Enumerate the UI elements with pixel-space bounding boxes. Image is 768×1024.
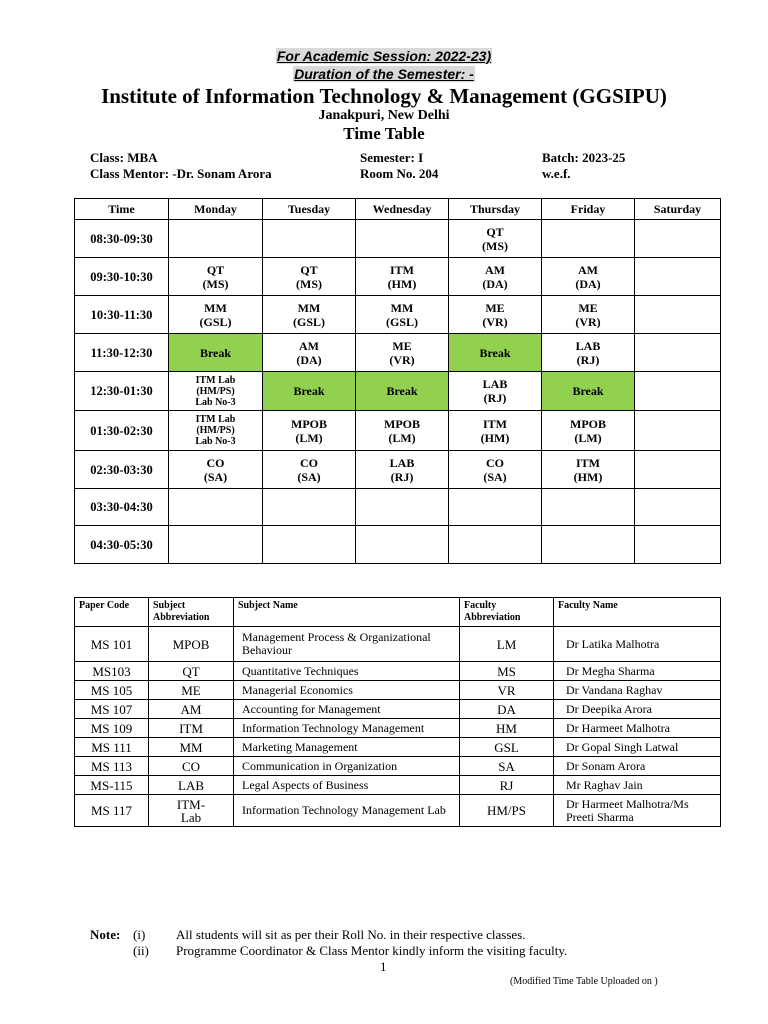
- class-cell-line: Lab No-3: [195, 436, 236, 447]
- empty-cell: [169, 220, 263, 258]
- subject-abbreviation: CO: [149, 757, 234, 776]
- subject-table: [74, 597, 721, 827]
- empty-cell: [635, 489, 721, 526]
- timetable-row: [75, 334, 721, 372]
- header-faculty-name: Faculty Name: [554, 598, 721, 627]
- empty-cell: [169, 489, 263, 526]
- class-cell-line: Break: [479, 345, 511, 360]
- class-cell-line: Break: [293, 384, 325, 398]
- empty-cell: [635, 334, 721, 372]
- time-slot: 12:30-01:30: [75, 372, 169, 411]
- empty-cell: [356, 220, 449, 258]
- class-cell: [169, 258, 263, 296]
- class-cell-line: LAB: [482, 377, 508, 391]
- page-number: 1: [380, 959, 387, 974]
- faculty-name: Dr Gopal Singh Latwal: [554, 738, 721, 757]
- subject-row: [75, 700, 721, 719]
- class-cell: [542, 258, 635, 296]
- class-cell-line: Break: [199, 345, 232, 360]
- class-cell-line: (LM): [388, 430, 416, 445]
- class-cell-line: (HM): [573, 469, 603, 484]
- class-cell: [263, 334, 356, 372]
- break-cell: [542, 372, 635, 411]
- timetable-row: [75, 411, 721, 451]
- paper-code: MS 117: [75, 795, 149, 827]
- class-cell-line: AM: [578, 262, 598, 277]
- faculty-name: Dr Latika Malhotra: [554, 627, 721, 662]
- room-label: Room No. 204: [360, 166, 439, 181]
- paper-code: MS 111: [75, 738, 149, 757]
- class-cell-line: MM: [297, 300, 321, 315]
- semester-label: Semester: I: [360, 150, 424, 165]
- class-cell-line: ITM Lab: [195, 374, 236, 386]
- time-slot: 01:30-02:30: [75, 411, 169, 451]
- session-line: For Academic Session: 2022-23): [276, 48, 492, 64]
- class-cell-line: (HM/PS): [196, 385, 235, 397]
- empty-cell: [169, 526, 263, 564]
- empty-cell: [449, 526, 542, 564]
- class-cell-line: (LM): [295, 430, 323, 445]
- class-cell: [542, 334, 635, 372]
- class-cell-line: (SA): [297, 469, 321, 484]
- empty-cell: [635, 372, 721, 411]
- subject-row: [75, 681, 721, 700]
- class-cell-line: (GSL): [199, 314, 232, 329]
- batch-label: Batch: 2023-25: [542, 150, 626, 165]
- class-cell: [263, 258, 356, 296]
- faculty-abbreviation: DA: [460, 700, 554, 719]
- subject-row: [75, 795, 721, 827]
- class-cell: [449, 372, 542, 411]
- subject-abbreviation: QT: [149, 662, 234, 681]
- column-header-tuesday: Tuesday: [263, 199, 356, 220]
- class-cell-line: (RJ): [390, 469, 414, 484]
- empty-cell: [263, 526, 356, 564]
- timetable-row: [75, 451, 721, 489]
- class-cell: [356, 296, 449, 334]
- time-slot: 03:30-04:30: [75, 489, 169, 526]
- subject-abbreviation: LAB: [149, 776, 234, 795]
- faculty-abbreviation: RJ: [460, 776, 554, 795]
- class-cell-line: (DA): [482, 276, 508, 291]
- subject-abbreviation: ITM: [149, 719, 234, 738]
- timetable-row: [75, 258, 721, 296]
- class-cell-line: ME: [392, 338, 412, 353]
- note-1-num: (i): [133, 927, 146, 942]
- class-cell-line: MPOB: [570, 416, 606, 431]
- class-cell-line: ITM: [576, 455, 600, 470]
- class-cell: [356, 334, 449, 372]
- column-header-time: Time: [75, 199, 169, 220]
- subject-row: [75, 627, 721, 662]
- subject-table-header: [75, 598, 721, 627]
- class-cell-line: (GSL): [385, 314, 418, 329]
- class-cell-line: (VR): [482, 314, 508, 329]
- faculty-abbreviation: HM: [460, 719, 554, 738]
- subject-row: [75, 662, 721, 681]
- class-cell-line: QT: [486, 224, 504, 239]
- subject-row: [75, 719, 721, 738]
- column-header-thursday: Thursday: [449, 199, 542, 220]
- class-cell-line: MPOB: [384, 416, 420, 431]
- empty-cell: [635, 296, 721, 334]
- paper-code: MS-115: [75, 776, 149, 795]
- timetable-row: [75, 526, 721, 564]
- faculty-name: Dr Vandana Raghav: [554, 681, 721, 700]
- break-cell: [356, 372, 449, 411]
- faculty-abbreviation: SA: [460, 757, 554, 776]
- timetable: [74, 198, 721, 564]
- empty-cell: [356, 489, 449, 526]
- class-cell-line: ITM: [390, 262, 414, 277]
- empty-cell: [635, 220, 721, 258]
- subject-name: Information Technology Management: [234, 719, 460, 738]
- class-cell-line: (HM): [480, 430, 510, 445]
- faculty-name: Mr Raghav Jain: [554, 776, 721, 795]
- empty-cell: [635, 258, 721, 296]
- paper-code: MS103: [75, 662, 149, 681]
- subject-name: Quantitative Techniques: [234, 662, 460, 681]
- class-cell-line: Lab No-3: [195, 396, 236, 408]
- class-cell-line: (SA): [203, 469, 228, 484]
- class-cell-line: MM: [390, 300, 414, 315]
- faculty-abbreviation: GSL: [460, 738, 554, 757]
- timetable-row: [75, 296, 721, 334]
- faculty-abbreviation: LM: [460, 627, 554, 662]
- class-cell-line: (DA): [296, 352, 322, 367]
- timetable-row: [75, 489, 721, 526]
- institute-name: Institute of Information Technology & Management (GGSIPU): [101, 84, 667, 108]
- class-cell-line: CO: [486, 455, 504, 470]
- class-cell-line: (LM): [574, 430, 602, 445]
- paper-code: MS 113: [75, 757, 149, 776]
- class-cell-line: ITM: [483, 416, 507, 431]
- subject-name: Communication in Organization: [234, 757, 460, 776]
- class-mentor: Class Mentor: -Dr. Sonam Arora: [90, 166, 272, 181]
- class-cell: [542, 451, 635, 489]
- timetable-header-row: [75, 199, 721, 220]
- empty-cell: [356, 526, 449, 564]
- empty-cell: [449, 489, 542, 526]
- class-cell-line: (GSL): [292, 314, 325, 329]
- class-cell-line: (MS): [482, 238, 508, 253]
- duration-line: Duration of the Semester: -: [294, 66, 474, 82]
- paper-code: MS 109: [75, 719, 149, 738]
- note-label: Note:: [90, 927, 121, 942]
- class-cell-line: QT: [300, 262, 318, 277]
- class-cell-line: Break: [572, 384, 604, 398]
- faculty-abbreviation: MS: [460, 662, 554, 681]
- class-cell-line: LAB: [389, 455, 415, 470]
- empty-cell: [635, 411, 721, 451]
- class-cell-line: ME: [485, 300, 505, 315]
- class-cell-line: ME: [578, 300, 598, 315]
- empty-cell: [542, 220, 635, 258]
- time-slot: 09:30-10:30: [75, 258, 169, 296]
- empty-cell: [542, 526, 635, 564]
- header-subject-abbreviation: Subject Abbreviation: [149, 598, 234, 627]
- column-header-saturday: Saturday: [635, 199, 721, 220]
- class-cell-line: CO: [300, 455, 318, 470]
- class-cell-line: LAB: [575, 338, 601, 353]
- class-cell-line: (MS): [296, 276, 322, 291]
- time-slot: 10:30-11:30: [75, 296, 169, 334]
- page-title: Time Table: [343, 124, 425, 143]
- column-header-monday: Monday: [169, 199, 263, 220]
- class-cell-line: (HM/PS): [196, 425, 235, 436]
- class-cell: [263, 296, 356, 334]
- note-1-text: All students will sit as per their Roll No. in their respective classes.: [176, 927, 526, 942]
- class-cell-line: (RJ): [576, 352, 600, 367]
- class-cell: [449, 411, 542, 451]
- faculty-name: Dr Harmeet Malhotra: [554, 719, 721, 738]
- class-cell: [169, 451, 263, 489]
- modified-note: (Modified Time Table Uploaded on ): [510, 976, 658, 987]
- note-2-text: Programme Coordinator & Class Mentor kindly inform the visiting faculty.: [176, 943, 568, 958]
- faculty-abbreviation: HM/PS: [460, 795, 554, 827]
- empty-cell: [542, 489, 635, 526]
- subject-abbreviation: ME: [149, 681, 234, 700]
- break-cell: [169, 334, 263, 372]
- subject-row: [75, 757, 721, 776]
- time-slot: 02:30-03:30: [75, 451, 169, 489]
- class-cell-line: (VR): [389, 352, 415, 367]
- empty-cell: [635, 526, 721, 564]
- class-cell-line: AM: [485, 262, 505, 277]
- subject-name: Information Technology Management Lab: [234, 795, 460, 827]
- empty-cell: [263, 220, 356, 258]
- class-cell: [263, 411, 356, 451]
- break-cell: [449, 334, 542, 372]
- class-cell-line: ITM Lab: [195, 414, 236, 425]
- class-cell-line: MPOB: [291, 416, 327, 431]
- class-cell-line: MM: [204, 300, 227, 315]
- class-cell-line: (VR): [575, 314, 601, 329]
- header-paper-code: Paper Code: [75, 598, 149, 627]
- class-cell: [449, 296, 542, 334]
- break-cell: [263, 372, 356, 411]
- class-cell-line: CO: [206, 455, 225, 470]
- note-2-num: (ii): [133, 943, 149, 958]
- time-slot: 04:30-05:30: [75, 526, 169, 564]
- subject-name: Managerial Economics: [234, 681, 460, 700]
- class-cell-line: (RJ): [483, 391, 507, 405]
- class-cell: [356, 411, 449, 451]
- subject-abbreviation: ITM- Lab: [149, 795, 234, 827]
- faculty-name: Dr Megha Sharma: [554, 662, 721, 681]
- column-header-wednesday: Wednesday: [356, 199, 449, 220]
- paper-code: MS 105: [75, 681, 149, 700]
- class-cell-line: (DA): [575, 276, 601, 291]
- header-faculty-abbreviation: Faculty Abbreviation: [460, 598, 554, 627]
- paper-code: MS 107: [75, 700, 149, 719]
- paper-code: MS 101: [75, 627, 149, 662]
- subject-name: Accounting for Management: [234, 700, 460, 719]
- subject-abbreviation: MPOB: [149, 627, 234, 662]
- class-cell: [542, 411, 635, 451]
- faculty-name: Dr Deepika Arora: [554, 700, 721, 719]
- empty-cell: [635, 451, 721, 489]
- class-cell: [169, 411, 263, 451]
- subject-row: [75, 776, 721, 795]
- class-cell: [449, 258, 542, 296]
- subject-name: Marketing Management: [234, 738, 460, 757]
- class-cell: [169, 296, 263, 334]
- class-cell: [449, 451, 542, 489]
- class-cell: [356, 258, 449, 296]
- class-cell: [356, 451, 449, 489]
- subject-row: [75, 738, 721, 757]
- class-cell-line: AM: [299, 338, 319, 353]
- header-subject-name: Subject Name: [234, 598, 460, 627]
- class-cell-line: Break: [386, 384, 418, 398]
- class-cell-line: (SA): [483, 469, 507, 484]
- class-cell: [542, 296, 635, 334]
- class-cell-line: QT: [206, 262, 225, 277]
- subject-abbreviation: AM: [149, 700, 234, 719]
- faculty-name: Dr Sonam Arora: [554, 757, 721, 776]
- subject-name: Legal Aspects of Business: [234, 776, 460, 795]
- class-cell-line: (HM): [387, 276, 417, 291]
- column-header-friday: Friday: [542, 199, 635, 220]
- subject-abbreviation: MM: [149, 738, 234, 757]
- empty-cell: [263, 489, 356, 526]
- timetable-row: [75, 372, 721, 411]
- faculty-abbreviation: VR: [460, 681, 554, 700]
- class-cell: [169, 372, 263, 411]
- class-cell: [449, 220, 542, 258]
- subject-name: Management Process & Organizational Behaviour: [234, 627, 460, 662]
- faculty-name: Dr Harmeet Malhotra/Ms Preeti Sharma: [554, 795, 721, 827]
- timetable-row: [75, 220, 721, 258]
- class-cell-line: (MS): [202, 276, 229, 291]
- time-slot: 08:30-09:30: [75, 220, 169, 258]
- wef-label: w.e.f.: [542, 166, 571, 181]
- class-cell: [263, 451, 356, 489]
- time-slot: 11:30-12:30: [75, 334, 169, 372]
- class-label: Class: MBA: [90, 150, 158, 165]
- institute-location: Janakpuri, New Delhi: [318, 108, 450, 123]
